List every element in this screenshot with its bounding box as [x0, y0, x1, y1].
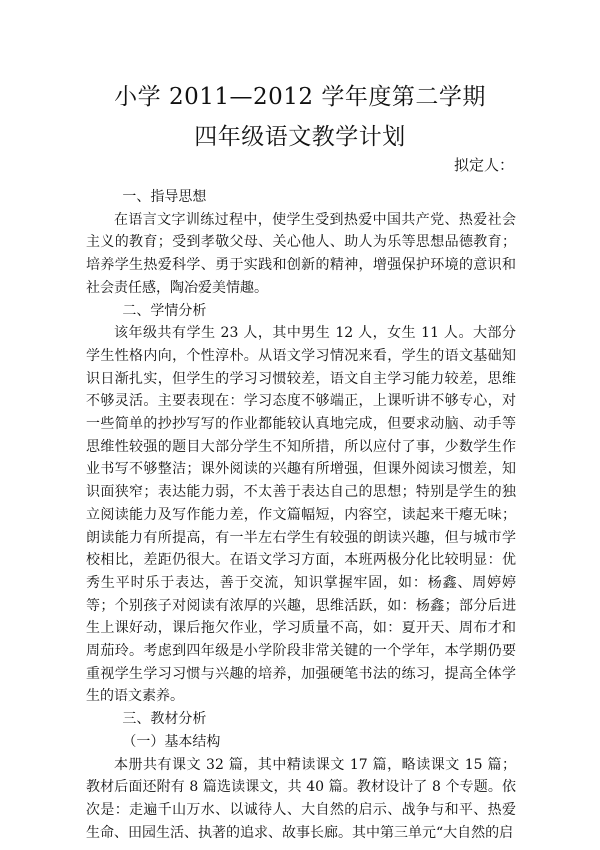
paragraph-guiding-ideology: 在语言文字训练过程中，使学生受到热爱中国共产党、热爱社会主义的教育；受到孝敬父母、关心他人、助人为乐等思想品德教育；培养学生热爱科学、勇于实践和创新的精神，增强保护环境的意识和社会责任感，陶冶爱美情趣。 [86, 211, 516, 296]
subheading-basic-structure: （一）基本结构 [122, 733, 221, 750]
document-title-line2: 四年级语文教学计划 [194, 124, 406, 150]
document-title-line1: 小学 2011—2012 学年度第二学期 [114, 84, 486, 110]
paragraph-basic-structure: 本册共有课文 32 篇，其中精读课文 17 篇，略读课文 15 篇；教材后面还附有 8 篇选读课文，共 40 篇。教材设计了 8 个专题。依次是：走遍千山万水、以诚待人、大自然的启示、战争与和平、热爱生命、田园生活、执著的追求、故事长廊。其中第三单元“大自然的启 [86, 756, 516, 841]
paragraph-student-analysis: 该年级共有学生 23 人，其中男生 12 人，女生 11 人。大部分学生性格内向，个性淳朴。从语文学习情况来看，学生的语文基础知识日渐扎实，但学生的学习习惯较差，语文自主学习能力较差，思维不够灵活。主要表现在：学习态度不够端正，上课听讲不够专心，对一些简单的抄抄写写的作业都能较认真地完成，但要求动脑、动手等思维性较强的题目大部分学生不知所措，所以应付了事，少数学生作业书写不够整洁；课外阅读的兴趣有所增强，但课外阅读习惯差，知识面狭窄；表达能力弱，不太善于表达自己的思想；特别是学生的独立阅读能力及写作能力差，作文篇幅短，内容空，读起来干瘪无味；朗读能力有所提高，有一半左右学生有较强的朗读兴趣，但与城市学校相比，差距仍很大。在语文学习方面，本班两极分化比较明显：优秀生平时乐于表达，善于交流，知识掌握牢固，如：杨鑫、周婷婷等；个别孩子对阅读有浓厚的兴趣，思维活跃，如：杨鑫；部分后进生上课好动，课后拖欠作业，学习质量不高，如：夏开天、周布才和周茄玲。考虑到四年级是小学阶段非常关键的一个学年，本学期仍要重视学生学习习惯与兴趣的培养，加强硬笔书法的练习，提高全体学生的语文素养。 [86, 325, 516, 705]
section-heading-student-analysis: 二、学情分析 [122, 302, 207, 319]
drafter-label: 拟定人： [453, 156, 514, 174]
section-heading-textbook-analysis: 三、教材分析 [122, 711, 207, 728]
section-heading-guiding-ideology: 一、指导思想 [122, 189, 207, 205]
document-body [86, 186, 516, 844]
